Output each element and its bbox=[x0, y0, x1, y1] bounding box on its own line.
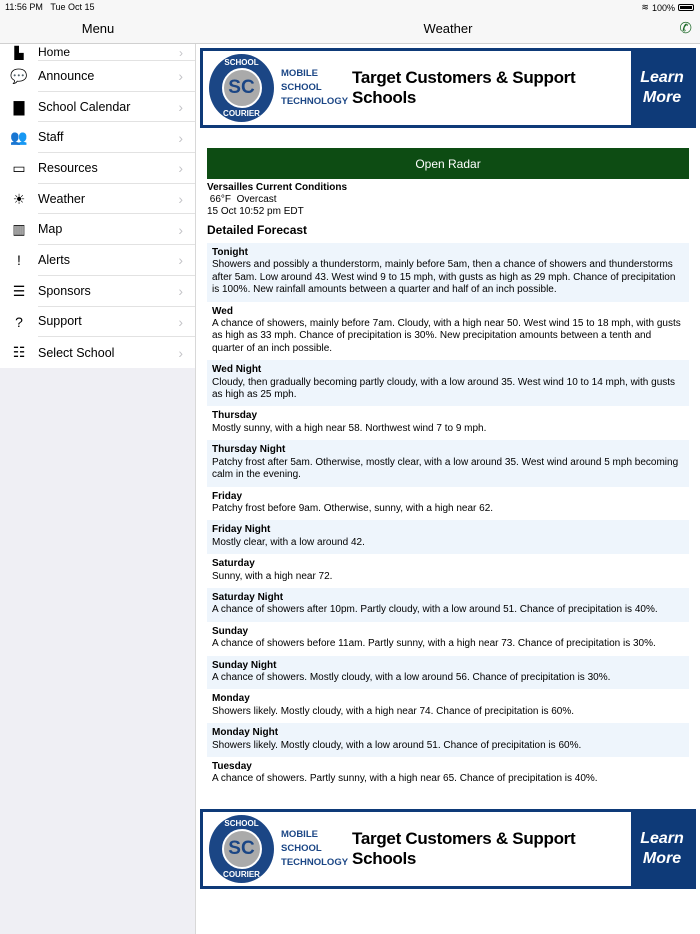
sidebar-item-school-calendar[interactable] bbox=[0, 92, 195, 123]
forecast-period: Sunday bbox=[212, 625, 249, 637]
chevron-right-icon: › bbox=[178, 99, 183, 116]
sidebar-item-label: Alerts bbox=[38, 245, 195, 276]
forecast-item bbox=[207, 622, 689, 656]
ad-banner-bottom[interactable]: SCHOOL SC COURIER MOBILE SCHOOL TECHNOLOGY Target Customers & Support Schools Learn More bbox=[200, 809, 696, 889]
forecast-period: Tuesday bbox=[212, 761, 252, 772]
forecast-item bbox=[207, 588, 689, 622]
forecast-text: A chance of showers. Mostly cloudy, with a low around 56. Chance of precipitation is 30%. bbox=[212, 671, 611, 683]
battery-icon bbox=[678, 4, 694, 11]
sidebar-item-home[interactable] bbox=[0, 44, 195, 61]
school-courier-logo: SCHOOL SC COURIER bbox=[209, 54, 274, 122]
sidebar-item-label: Sponsors bbox=[38, 276, 195, 307]
forecast-item bbox=[207, 243, 689, 302]
forecast-text: Showers likely. Mostly cloudy, with a low around 51. Chance of precipitation is 60%. bbox=[212, 739, 582, 751]
weather-content bbox=[207, 181, 689, 791]
sidebar-item-label: Staff bbox=[38, 122, 195, 153]
battery-percent: 100% bbox=[651, 2, 675, 13]
forecast-period: Monday Night bbox=[212, 727, 279, 739]
forecast-text: A chance of showers after 10pm. Partly cloudy, with a low around 51. Chance of precipitation is 40%. bbox=[212, 604, 658, 616]
list-icon: ☰ bbox=[12, 282, 26, 299]
tv-icon: ▭ bbox=[12, 159, 26, 176]
forecast-item bbox=[207, 520, 689, 554]
chevron-right-icon: › bbox=[178, 344, 183, 361]
forecast-text: Patchy frost after 5am. Otherwise, mostly clear, with a low around 35. West wind around 5 mph becoming calm in the evening. bbox=[212, 456, 679, 481]
forecast-period: Tonight bbox=[212, 247, 248, 258]
chevron-right-icon: › bbox=[178, 221, 183, 238]
calendar-icon: ▇ bbox=[13, 98, 25, 115]
forecast-period: Wed Night bbox=[212, 364, 262, 376]
open-radar-button[interactable]: Open Radar bbox=[207, 148, 689, 179]
chevron-right-icon: › bbox=[178, 68, 183, 85]
forecast-title: Detailed Forecast bbox=[207, 223, 308, 237]
forecast-period: Thursday bbox=[212, 410, 258, 422]
chevron-right-icon: › bbox=[178, 313, 183, 330]
forecast-period: Monday bbox=[212, 693, 250, 705]
forecast-item bbox=[207, 487, 689, 521]
current-conditions: 66°F Overcast bbox=[207, 194, 277, 205]
forecast-item bbox=[207, 440, 689, 486]
sidebar-item-label: Weather bbox=[38, 184, 195, 215]
forecast-text: Sunny, with a high near 72. bbox=[212, 570, 333, 582]
sliders-icon: ☷ bbox=[12, 344, 26, 361]
sidebar-item-resources[interactable] bbox=[0, 153, 195, 184]
forecast-item bbox=[207, 406, 689, 440]
chat-bubbles-icon: 💬 bbox=[10, 67, 28, 84]
school-courier-logo: SCHOOL SC COURIER bbox=[209, 815, 274, 883]
phone-icon[interactable]: ✆ bbox=[679, 20, 692, 37]
chevron-right-icon: › bbox=[178, 129, 183, 146]
forecast-item bbox=[207, 757, 689, 791]
sidebar-item-announce[interactable] bbox=[0, 61, 195, 92]
wifi-icon: ≋ bbox=[641, 2, 649, 12]
sidebar-item-sponsors[interactable] bbox=[0, 276, 195, 307]
sidebar-item-label: Resources bbox=[38, 153, 195, 184]
chevron-right-icon: › bbox=[178, 283, 183, 300]
sidebar-title: Menu bbox=[0, 14, 196, 44]
page-header bbox=[196, 14, 700, 44]
learn-more-button[interactable]: Learn More bbox=[640, 830, 684, 867]
forecast-text: Cloudy, then gradually becoming partly cloudy, with a low around 35. West wind 10 to 14 mph, with gusts as high as 25 mph. bbox=[212, 376, 676, 401]
forecast-text: A chance of showers, mainly before 7am. Cloudy, with a high near 50. West wind 15 to 18 mph, with gusts as high as 33 mph. Chance of precipitation is 30%. New precipitation amounts between a tenth and quarter of an inch possible. bbox=[212, 318, 681, 354]
forecast-period: Friday Night bbox=[212, 524, 271, 536]
forecast-period: Friday bbox=[212, 490, 243, 502]
forecast-period: Sunday Night bbox=[212, 659, 277, 671]
conditions-updated: 15 Oct 10:52 pm EDT bbox=[207, 206, 304, 217]
sidebar-item-map[interactable] bbox=[0, 214, 195, 245]
forecast-item bbox=[207, 554, 689, 588]
sidebar-item-label: Home bbox=[38, 44, 195, 61]
forecast-text: Mostly sunny, with a high near 58. Northwest wind 7 to 9 mph. bbox=[212, 422, 487, 434]
sidebar-item-alerts[interactable] bbox=[0, 245, 195, 276]
forecast-list bbox=[207, 243, 689, 791]
learn-more-button[interactable]: Learn More bbox=[640, 69, 684, 106]
sidebar-item-staff[interactable] bbox=[0, 122, 195, 153]
forecast-item bbox=[207, 360, 689, 406]
map-icon: ▥ bbox=[12, 221, 26, 238]
status-bar bbox=[0, 0, 700, 14]
forecast-item bbox=[207, 689, 689, 723]
sidebar-item-select-school[interactable] bbox=[0, 337, 195, 368]
forecast-period: Saturday bbox=[212, 558, 255, 570]
forecast-text: Mostly clear, with a low around 42. bbox=[212, 536, 365, 548]
banner-tagline: Target Customers & Support Schools bbox=[352, 829, 576, 868]
forecast-period: Saturday Night bbox=[212, 591, 284, 603]
sun-icon: ☀ bbox=[12, 190, 26, 207]
sidebar-item-label: Announce bbox=[38, 61, 195, 92]
sidebar-item-label: Select School bbox=[38, 345, 115, 360]
status-time: 11:56 PM Tue Oct 15 bbox=[5, 2, 95, 12]
people-icon: 👥 bbox=[10, 129, 28, 146]
home-icon: ▙ bbox=[14, 45, 24, 60]
alert-icon: ! bbox=[17, 252, 21, 269]
forecast-text: Showers likely. Mostly cloudy, with a high near 74. Chance of precipitation is 60%. bbox=[212, 705, 575, 717]
sidebar-item-label: Map bbox=[38, 214, 195, 245]
forecast-item bbox=[207, 723, 689, 757]
sidebar-item-weather[interactable] bbox=[0, 184, 195, 215]
forecast-text: Patchy frost before 9am. Otherwise, sunny, with a high near 62. bbox=[212, 502, 494, 514]
ad-banner-top[interactable]: SCHOOL SC COURIER MOBILE SCHOOL TECHNOLOGY Target Customers & Support Schools Learn More bbox=[200, 48, 696, 128]
help-icon: ? bbox=[15, 313, 23, 330]
chevron-right-icon: › bbox=[178, 191, 183, 208]
forecast-text: A chance of showers before 11am. Partly sunny, with a high near 73. Chance of precipitation is 30%. bbox=[212, 638, 656, 650]
menu-list bbox=[0, 44, 195, 368]
conditions-title: Versailles Current Conditions bbox=[207, 182, 348, 193]
sidebar-item-label: Support bbox=[38, 307, 195, 338]
forecast-text: Showers and possibly a thunderstorm, mainly before 5am, then a chance of showers and thunderstorms after 5am. Low around 43. West wind 9 to 15 mph, with gusts as high as 29 mph. Chance of precipitation is 100%. New rainfall amounts between a quarter and half of an inch possible. bbox=[212, 259, 676, 296]
sidebar-item-support[interactable] bbox=[0, 307, 195, 338]
banner-tagline: Target Customers & Support Schools bbox=[352, 68, 576, 107]
forecast-text: A chance of showers. Partly sunny, with a high near 65. Chance of precipitation is 40%. bbox=[212, 773, 598, 785]
chevron-right-icon: › bbox=[178, 252, 183, 269]
forecast-period: Thursday Night bbox=[212, 444, 286, 456]
page-title: Weather bbox=[423, 21, 473, 36]
chevron-right-icon: › bbox=[179, 45, 183, 60]
chevron-right-icon: › bbox=[178, 160, 183, 177]
forecast-item bbox=[207, 656, 689, 690]
forecast-item bbox=[207, 302, 689, 361]
sidebar-item-label: School Calendar bbox=[38, 92, 195, 123]
sidebar bbox=[0, 0, 196, 934]
forecast-period: Wed bbox=[212, 305, 233, 317]
